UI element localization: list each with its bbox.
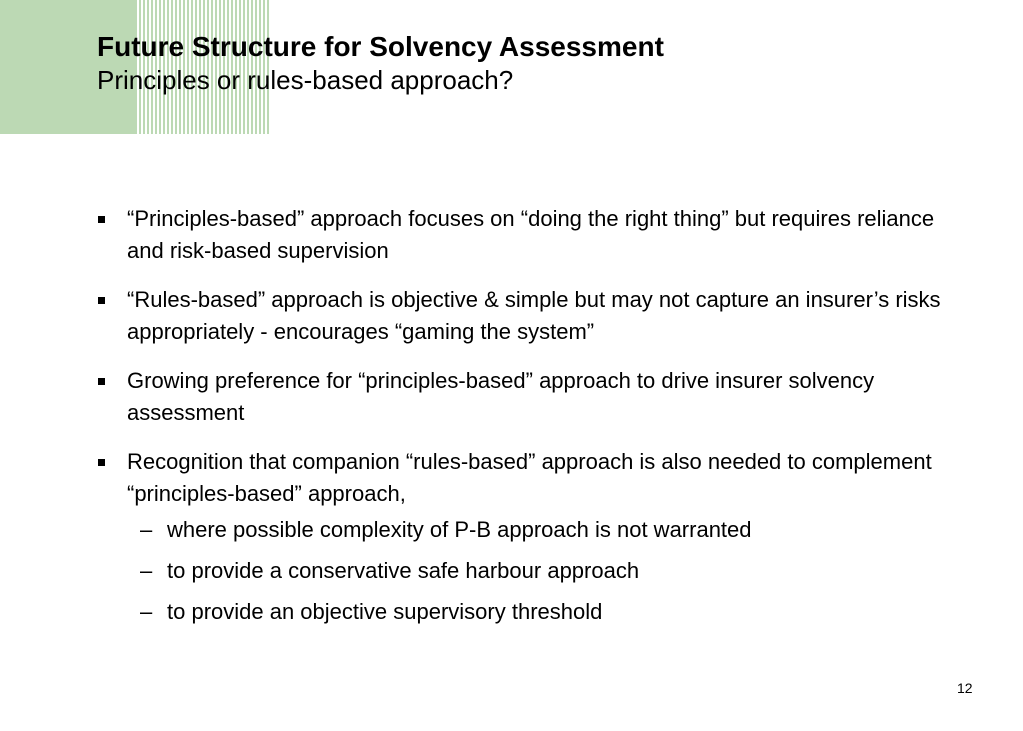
bullet-item: [96, 365, 976, 429]
bullet-list: [96, 203, 976, 637]
dash-icon: –: [140, 599, 153, 624]
title-block: [97, 30, 664, 96]
sub-bullet-text: where possible complexity of P-B approach is not warranted: [167, 517, 752, 542]
sub-bullet-text: to provide an objective supervisory threshold: [167, 599, 603, 624]
bullet-text: “Rules-based” approach is objective & simple but may not capture an insurer’s risks appropriately - encourages “gaming the system”: [127, 287, 941, 344]
bullet-text: Growing preference for “principles-based” approach to drive insurer solvency assessment: [127, 368, 875, 425]
bullet-marker-icon: [98, 459, 105, 466]
slide-subtitle: Principles or rules-based approach?: [97, 65, 514, 95]
slide-title: Future Structure for Solvency Assessment: [97, 31, 664, 62]
bullet-item: [96, 203, 976, 267]
sub-bullet-item: [96, 596, 976, 628]
bullet-marker-icon: [98, 378, 105, 385]
sub-bullet-text: to provide a conservative safe harbour approach: [167, 558, 640, 583]
bullet-item: [96, 446, 976, 510]
bullet-item: [96, 284, 976, 348]
sub-bullet-list: [96, 514, 976, 628]
sub-bullet-item: [96, 555, 976, 587]
bullet-text: Recognition that companion “rules-based” approach is also needed to complement “principles-based” approach,: [127, 449, 932, 506]
dash-icon: –: [140, 558, 153, 583]
bullet-marker-icon: [98, 297, 105, 304]
bullet-marker-icon: [98, 216, 105, 223]
bullet-text: “Principles-based” approach focuses on “doing the right thing” but requires reliance and risk-based supervision: [127, 206, 935, 263]
dash-icon: –: [140, 517, 153, 542]
page-number: 12: [957, 680, 973, 696]
sub-bullet-item: [96, 514, 976, 546]
